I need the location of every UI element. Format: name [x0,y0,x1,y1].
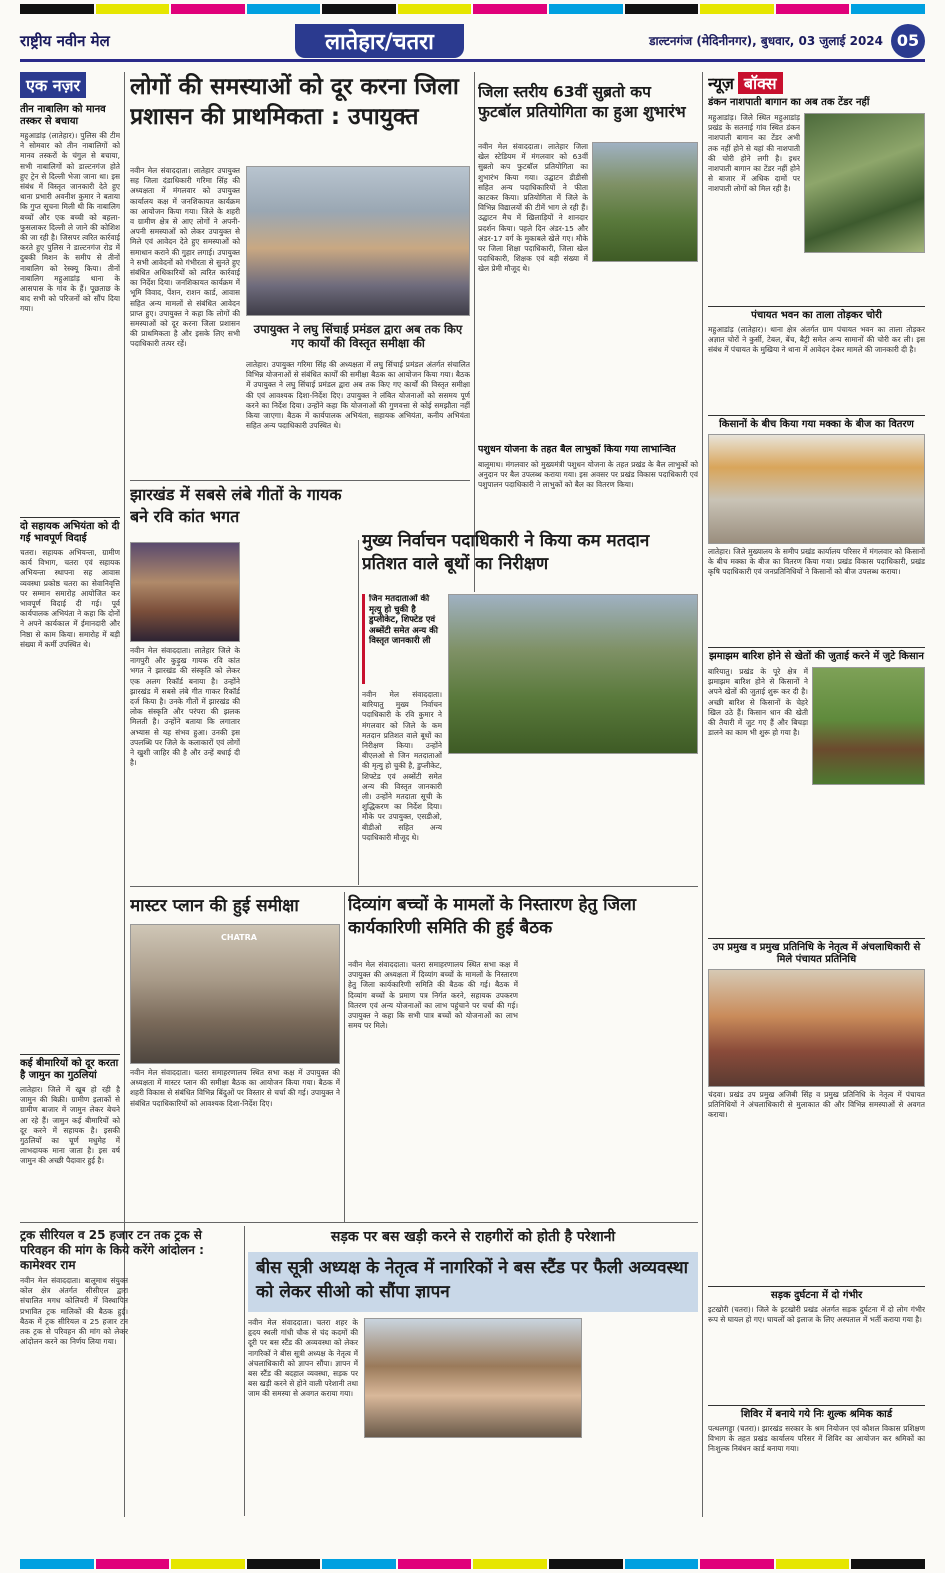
news-box-item6-body: इटखोरी (चतरा)। जिले के इटखोरी प्रखंड अंतर्गत सड़क दुर्घटना में दो लोग गंभीर रूप से घायल हो गए। घायलों को इलाज के लिए अस्पताल में भर्ती कराया गया है। [708,1305,925,1325]
news-box-column [708,72,925,1517]
news-box-header [708,72,925,94]
registration-marks-bottom [20,1559,925,1569]
news-box-item4-row [708,667,925,785]
ek-nazar-item2-title: दो सहायक अभियंता को दी गई भावपूर्ण विदाई [20,517,120,545]
news-box-item5-body: चंदवा। प्रखंड उप प्रमुख अजिबी सिंह व प्रमुख प्रतिनिधि के नेतृत्व में पंचायत प्रतिनिधियों ने अंचलाधिकारी से मुलाकात की और विभिन्न समस्याओं से अवगत कराया। [708,1090,925,1120]
bus-headline-block [248,1252,698,1312]
panchayat-meeting-photo [708,969,925,1087]
dateline-block [649,24,925,58]
masthead [20,22,925,62]
election-headline-block [362,530,698,590]
football-body-continued [592,266,698,440]
section-rule [130,480,470,481]
lead-photo [246,166,470,316]
ek-nazar-label: एक नज़र [20,72,86,98]
football-photo [592,142,698,262]
divyang-body-continued [526,960,698,1218]
singer-photo [130,542,240,642]
livestock-title: पशुधन योजना के तहत बैल लाभुकों किया गया लाभान्वित [478,444,676,455]
divyang-headline: दिव्यांग बच्चों के मामलों के निस्तारण हेतु जिला कार्यकारिणी समिति की हुई बैठक [348,895,637,938]
news-box-item7-body: पत्थलगड्डा (चतरा)। झारखंड सरकार के श्रम नियोजन एवं कौशल विकास प्रशिक्षण विभाग के तहत प्रखंड कार्यालय परिसर में शिविर का आयोजन कर श्रमिकों का निःशुल्क निबंधन कार्ड बनाया गया। [708,1424,925,1454]
news-box-item2-title: पंचायत भवन का ताला तोड़कर चोरी [708,306,925,322]
truck-body-continued [132,1276,240,1512]
election-pull-quote: जिन मतदाताओं की मृत्यु हो चुकी है डुप्लीकेट, शिफ्टेड एवं अब्सेंटी समेत अन्य की विस्तृत जानकारी ली [369,594,438,646]
bus-kicker: सड़क पर बस खड़ी करने से राहगीरों को होती है परेशानी [330,1229,616,1245]
news-box-item4-body: बारियातु। प्रखंड के पूरे क्षेत्र में झमाझम बारिश होने से किसानों ने अपने खेतों की जुताई शुरू कर दी है। अच्छी बारिश से किसानों के चेहरे खिल उठे हैं। किसान धान की खेती की तैयारी में जुट गए हैं और बिचड़ा डालने का काम भी शुरू हो गया है। [708,667,808,738]
lead-subheadline: उपायुक्त ने लघु सिंचाई प्रमंडल द्वारा अब तक किए गए कार्यों की विस्तृत समीक्षा की [253,322,463,350]
singer-body: नवीन मेल संवाददाता। लातेहार जिले के नागपुरी और कुड़ुख गायक रवि कांत भगत ने झारखंड की संस्कृति को लेकर एक अलग रिकॉर्ड बनाया है। उन्होंने झारखंड में सबसे लंबे गीत गाकर रिकॉर्ड दर्ज किया है। उनके गीतों में झारखंड की लोक संस्कृति और परंपरा की झलक मिलती है। उन्होंने बताया कि लगातार अभ्यास से यह संभव हुआ। उनकी इस उपलब्धि पर जिले के कलाकारों एवं लोगों ने खुशी जाहिर की है और उन्हें बधाई दी है। [130,646,240,768]
truck-headline-block [20,1228,240,1272]
election-body-continued [448,758,570,882]
lead-headline-block [130,72,470,162]
singer-headline-block [130,484,354,540]
singer-headline: झारखंड में सबसे लंबे गीतों के गायक बने रवि कांत भगत [130,485,342,526]
news-box-item6-title: सड़क दुर्घटना में दो गंभीर [708,1286,925,1302]
truck-headline: ट्रक सीरियल व 25 हजार टन तक ट्रक से परिवहन की मांग के किये करेंगे आंदोलन : कामेश्वर राम [20,1228,204,1272]
news-box-item3-body: लातेहार। जिले मुख्यालय के समीप प्रखंड कार्यालय परिसर में मंगलवार को किसानों के बीच मक्का के बीज का वितरण किया गया। प्रखंड विकास पदाधिकारी, प्रखंड कृषि पदाधिकारी एवं जनप्रतिनिधियों ने किसानों को बीज उपलब्ध कराया। [708,547,925,577]
election-body-continued-2 [576,758,698,882]
news-box-item4-title: झमाझम बारिश होने से खेतों की जुताई करने में जुटे किसान [708,647,925,663]
bus-body: नवीन मेल संवाददाता। चतरा शहर के हृदय स्थली गांधी चौक से चंद कदमों की दूरी पर बस स्टैंड की अव्यवस्था को लेकर नागरिकों ने बीस सूत्री अध्यक्ष के नेतृत्व में अंचलाधिकारी को ज्ञापन सौंपा। ज्ञापन में बस स्टैंड की बदहाल व्यवस्था, सड़क पर बस खड़ी करने से होने वाली परेशानी तथा जाम की समस्या से अवगत कराया गया। [248,1318,358,1399]
ek-nazar-item3-body: लातेहार। जिले में खूब हो रही है जामुन की बिक्री। ग्रामीण इलाकों से ग्रामीण बाजार में जामुन लेकर बेचने आ रहे हैं। जामुन कई बीमारियों को दूर करने में सहायक है। इसकी गुठलियों का चूर्ण मधुमेह में लाभदायक माना जाता है। इस वर्ष जामुन की अच्छी पैदावार हुई है। [20,1085,120,1166]
divyang-body: नवीन मेल संवाददाता। चतरा समाहरणालय स्थित सभा कक्ष में उपायुक्त की अध्यक्षता में दिव्यांग बच्चों के मामलों के निस्तारण हेतु जिला कार्यकारिणी समिति की बैठक की गई। बैठक में दिव्यांग बच्चों के प्रमाण पत्र निर्गत करने, सहायक उपकरण वितरण एवं अन्य योजनाओं का लाभ पहुंचाने पर चर्चा की गई। उपायुक्त ने कहा कि सभी पात्र बच्चों को योजनाओं का लाभ समय पर मिले। [348,960,518,1031]
master-plan-body: नवीन मेल संवाददाता। चतरा समाहरणालय स्थित सभा कक्ष में उपायुक्त की अध्यक्षता में मास्टर प्लान की समीक्षा बैठक का आयोजन किया गया। बैठक में शहरी विकास से संबंधित विभिन्न बिंदुओं पर विस्तार से चर्चा की गई। उपायुक्त ने संबंधित पदाधिकारियों को आवश्यक दिशा-निर्देश दिए। [130,1068,340,1108]
divyang-headline-block [348,894,698,956]
news-box-item3-title: किसानों के बीच किया गया मक्का के बीज का वितरण [708,415,925,431]
ek-nazar-item2-body: चतरा। सहायक अभियन्ता, ग्रामीण कार्य विभाग, चतरा एवं सहायक अभियन्ता स्थापना सह आवास व्यवस्था प्रकोष्ठ चतरा का सेवानिवृत्ति पर सम्मान समारोह आयोजित कर भावपूर्ण विदाई दी गई। पूर्व कार्यपालक अभियंता ने कहा कि दोनों ने अपने कार्यकाल में ईमानदारी और निष्ठा से काम किया। समारोह में बड़ी संख्या में कर्मी उपस्थित थे। [20,548,120,649]
bus-photo [364,1318,582,1438]
news-box-item1-row [708,113,925,253]
election-pull-quote-block [362,594,442,684]
master-plan-photo [130,924,340,1064]
livestock-body: बालूमाथ। मंगलवार को मुख्यमंत्री पशुधन योजना के तहत प्रखंड के बैल लाभुकों को अनुदान पर बैल उपलब्ध कराया गया। इस अवसर पर प्रखंड विकास पदाधिकारी एवं पशुपालन पदाधिकारी ने लाभुकों को बैल का वितरण किया। [478,460,698,490]
lead-sub-body: लातेहार। उपायुक्त गरिमा सिंह की अध्यक्षता में लघु सिंचाई प्रमंडल अंतर्गत संचालित विभिन्न योजनाओं से संबंधित कार्यों की समीक्षा बैठक का आयोजन किया गया। बैठक में उपायुक्त ने लघु सिंचाई प्रमंडल द्वारा अब तक किए गए कार्यों की विस्तृत समीक्षा की एवं आवश्यक दिशा-निर्देश दिए। उपायुक्त ने लंबित योजनाओं को ससमय पूर्ण करने का निर्देश दिया। उन्होंने कहा कि योजनाओं की गुणवत्ता से कोई समझौता नहीं किया जाएगा। बैठक में कार्यपालक अभियंता, सहायक अभियंता, कनीय अभियंता सहित अन्य पदाधिकारी उपस्थित थे। [246,360,470,431]
bus-headline: बीस सूत्री अध्यक्ष के नेतृत्व में नागरिकों ने बस स्टैंड पर फैली अव्यवस्था को लेकर सीओ को सौंपा ज्ञापन [256,1258,689,1302]
column-rule [344,892,345,1222]
column-rule [244,1226,245,1516]
ploughing-photo [812,667,925,785]
football-headline-block [478,82,698,138]
news-box-item1-body: महुआडांड़। जिले स्थित महुआडांड़ प्रखंड के सतनाई गांव स्थित डंकन नाशपाती बागान का टेंडर अभी तक नहीं होने से यहां की नाशपाती की चोरी होने लगी है। इधर नाशपाती बागान का टेंडर नहीं होने से बाजार में अधिक दामों पर नाशपाती लोगों को मिल रही है। [708,113,800,194]
bus-kicker-block [248,1228,698,1248]
bus-body-continued-2 [588,1318,698,1514]
section-tag: लातेहार/चतरा [295,24,464,58]
ek-nazar-item3-title: कई बीमारियों को दूर करता है जामुन का गुठलियां [20,1054,120,1082]
singer-body-continued [246,542,354,882]
news-box-item5-title: उप प्रमुख व प्रमुख प्रतिनिधि के नेतृत्व में अंचलाधिकारी से मिले पंचायत प्रतिनिधि [708,938,925,966]
lead-body: नवीन मेल संवाददाता। लातेहार उपायुक्त सह जिला दंडाधिकारी गरिमा सिंह की अध्यक्षता में मंगलवार को उपायुक्त कार्यालय कक्ष में जनशिकायत कार्यक्रम का आयोजन किया गया। जिले के शहरी व ग्रामीण क्षेत्र से आए लोगों ने अपनी-अपनी समस्याओं को लेकर उपायुक्त से मिले एवं आवेदन देते हुए समस्याओं को समाधान कराने की गुहार लगाई। उपायुक्त ने सभी आवेदनों को गंभीरता से सुनते हुए संबंधित अधिकारियों को त्वरित कार्रवाई का निर्देश दिया। जनशिकायत कार्यक्रम में भूमि विवाद, पेंशन, राशन कार्ड, आवास सहित अन्य मामलों से संबंधित आवेदन प्राप्त हुए। उपायुक्त ने कहा कि लोगों की समस्याओं को दूर करना जिला प्रशासन की प्राथमिकता है और इसके लिए सभी पदाधिकारी तत्पर रहें। [130,166,240,349]
column-rule [474,72,475,592]
news-box-item2-body: महुआडांड़ (लातेहार)। थाना क्षेत्र अंतर्गत ग्राम पंचायत भवन का ताला तोड़कर अज्ञात चोरों ने कुर्सी, टेबल, बेंच, बैट्री समेत अन्य सामानों की चोरी कर ली। इस संबंध में पंचायत के मुखिया ने थाना में आवेदन देकर मामले की जानकारी दी है। [708,325,925,355]
news-box-item1-title: डंकन नाशपाती बागान का अब तक टेंडर नहीं [708,97,870,108]
ek-nazar-item1-body: महुआडांड़ (लातेहार)। पुलिस की टीम ने सोमवार को तीन नाबालिगों को मानव तस्करों के चंगुल से बचाया, सभी नाबालिगों को डाल्टनगंज होते हुए ट्रेन से दिल्ली भेजा जाना था। इस संबंध में विस्तृत जानकारी देते हुए थाना प्रभारी अवनीश कुमार ने बताया कि गुप्त सूचना मिली थी कि नाबालिग बच्चों और एक बच्ची को बहला-फुसलाकर दिल्ली ले जाने की कोशिश की जा रही है। जिसपर त्वरित कार्रवाई करते हुए पुलिस ने डाल्टनगंज रोड में दुबकी मिशन के समीप से तीनों नाबालिग को रेस्क्यू किया। तीनों नाबालिग महुआडांड़ थाना के आसपास के गांव के हैं। पूछताछ के बाद सभी को परिजनों को सौंप दिया गया। [20,131,120,314]
photo-backdrop-text: CHATRA [221,933,257,942]
news-box-label-b: बॉक्स [738,72,783,94]
column-rule [358,540,359,885]
paper-name: राष्ट्रीय नवीन मेल [20,31,110,50]
seed-distribution-photo [708,434,925,544]
football-body: नवीन मेल संवाददाता। लातेहार जिला खेल स्टेडियम में मंगलवार को 63वीं सुब्रतो कप फुटबॉल प्रतियोगिता का शुभारंभ किया गया। उद्घाटन डीडीसी सहित अन्य पदाधिकारियों ने फीता काटकर किया। प्रतियोगिता में जिले के विभिन्न विद्यालयों की टीमें भाग ले रही हैं। उद्घाटन मैच में खिलाड़ियों ने शानदार प्रदर्शन किया। पहले दिन अंडर-15 और अंडर-17 वर्ग के मुकाबले खेले गए। मौके पर जिला शिक्षा पदाधिकारी, जिला खेल पदाधिकारी, शिक्षक एवं बड़ी संख्या में खेल प्रेमी मौजूद थे। [478,142,588,274]
news-box-item7-title: शिविर में बनाये गये निः शुल्क श्रमिक कार्ड [708,1405,925,1421]
dateline: डाल्टनगंज (मेदिनीनगर), बुधवार, 03 जुलाई 2024 [649,34,883,48]
election-headline: मुख्य निर्वाचन पदाधिकारी ने किया कम मतदान प्रतिशत वाले बूथों का निरीक्षण [362,531,650,574]
section-rule [130,886,698,887]
lead-headline: लोगों की समस्याओं को दूर करना जिला प्रशासन की प्राथमिकता : उपायुक्त [130,74,459,130]
news-box-label-a: न्यूज़ [708,74,734,93]
election-body: नवीन मेल संवाददाता। बारियातु मुख्य निर्वाचन पदाधिकारी के रवि कुमार ने मंगलवार को जिले के कम मतदान प्रतिशत वाले बूथों का निरीक्षण किया। उन्होंने बीएलओ से जिन मतदाताओं की मृत्यु हो चुकी है, डुप्लीकेट, शिफ्टेड एवं अब्सेंटी समेत अन्य की विस्तृत जानकारी ली। उन्होंने मतदाता सूची के शुद्धिकरण का निर्देश दिया। मौके पर उपायुक्त, एसडीओ, बीडीओ सहित अन्य पदाधिकारी मौजूद थे। [362,690,442,842]
news-box-item1-body-continued [708,256,925,306]
bus-body-continued [364,1442,582,1514]
master-plan-headline-block [130,894,340,922]
column-rule [702,72,703,1517]
news-box-item4-body-continued [708,788,925,938]
truck-body: नवीन मेल संवाददाता। बालूमाथ संयुक्त कोल क्षेत्र अंतर्गत सीसीएल द्वारा संचालित मगध कोलियरी में विस्थापित प्रभावित ट्रक मालिकों की बैठक हुई। बैठक में ट्रक सीरियल व 25 हजार टन तक ट्रक से परिवहन की मांग को लेकर आंदोलन करने का निर्णय लिया गया। [20,1276,128,1347]
master-plan-headline: मास्टर प्लान की हुई समीक्षा [130,896,299,916]
registration-marks-top [20,4,925,14]
election-photo [448,594,698,754]
football-headline: जिला स्तरीय 63वीं सुब्रतो कप फुटबॉल प्रतियोगिता का हुआ शुभारंभ [478,83,686,121]
section-rule [20,1222,698,1223]
ek-nazar-item1-title: तीन नाबालिग को मानव तस्कर से बचाया [20,104,106,127]
lead-subheadline-block [246,322,470,358]
livestock-title-block [478,444,698,460]
pear-orchard-photo [804,113,925,253]
page-number: 05 [891,24,925,58]
